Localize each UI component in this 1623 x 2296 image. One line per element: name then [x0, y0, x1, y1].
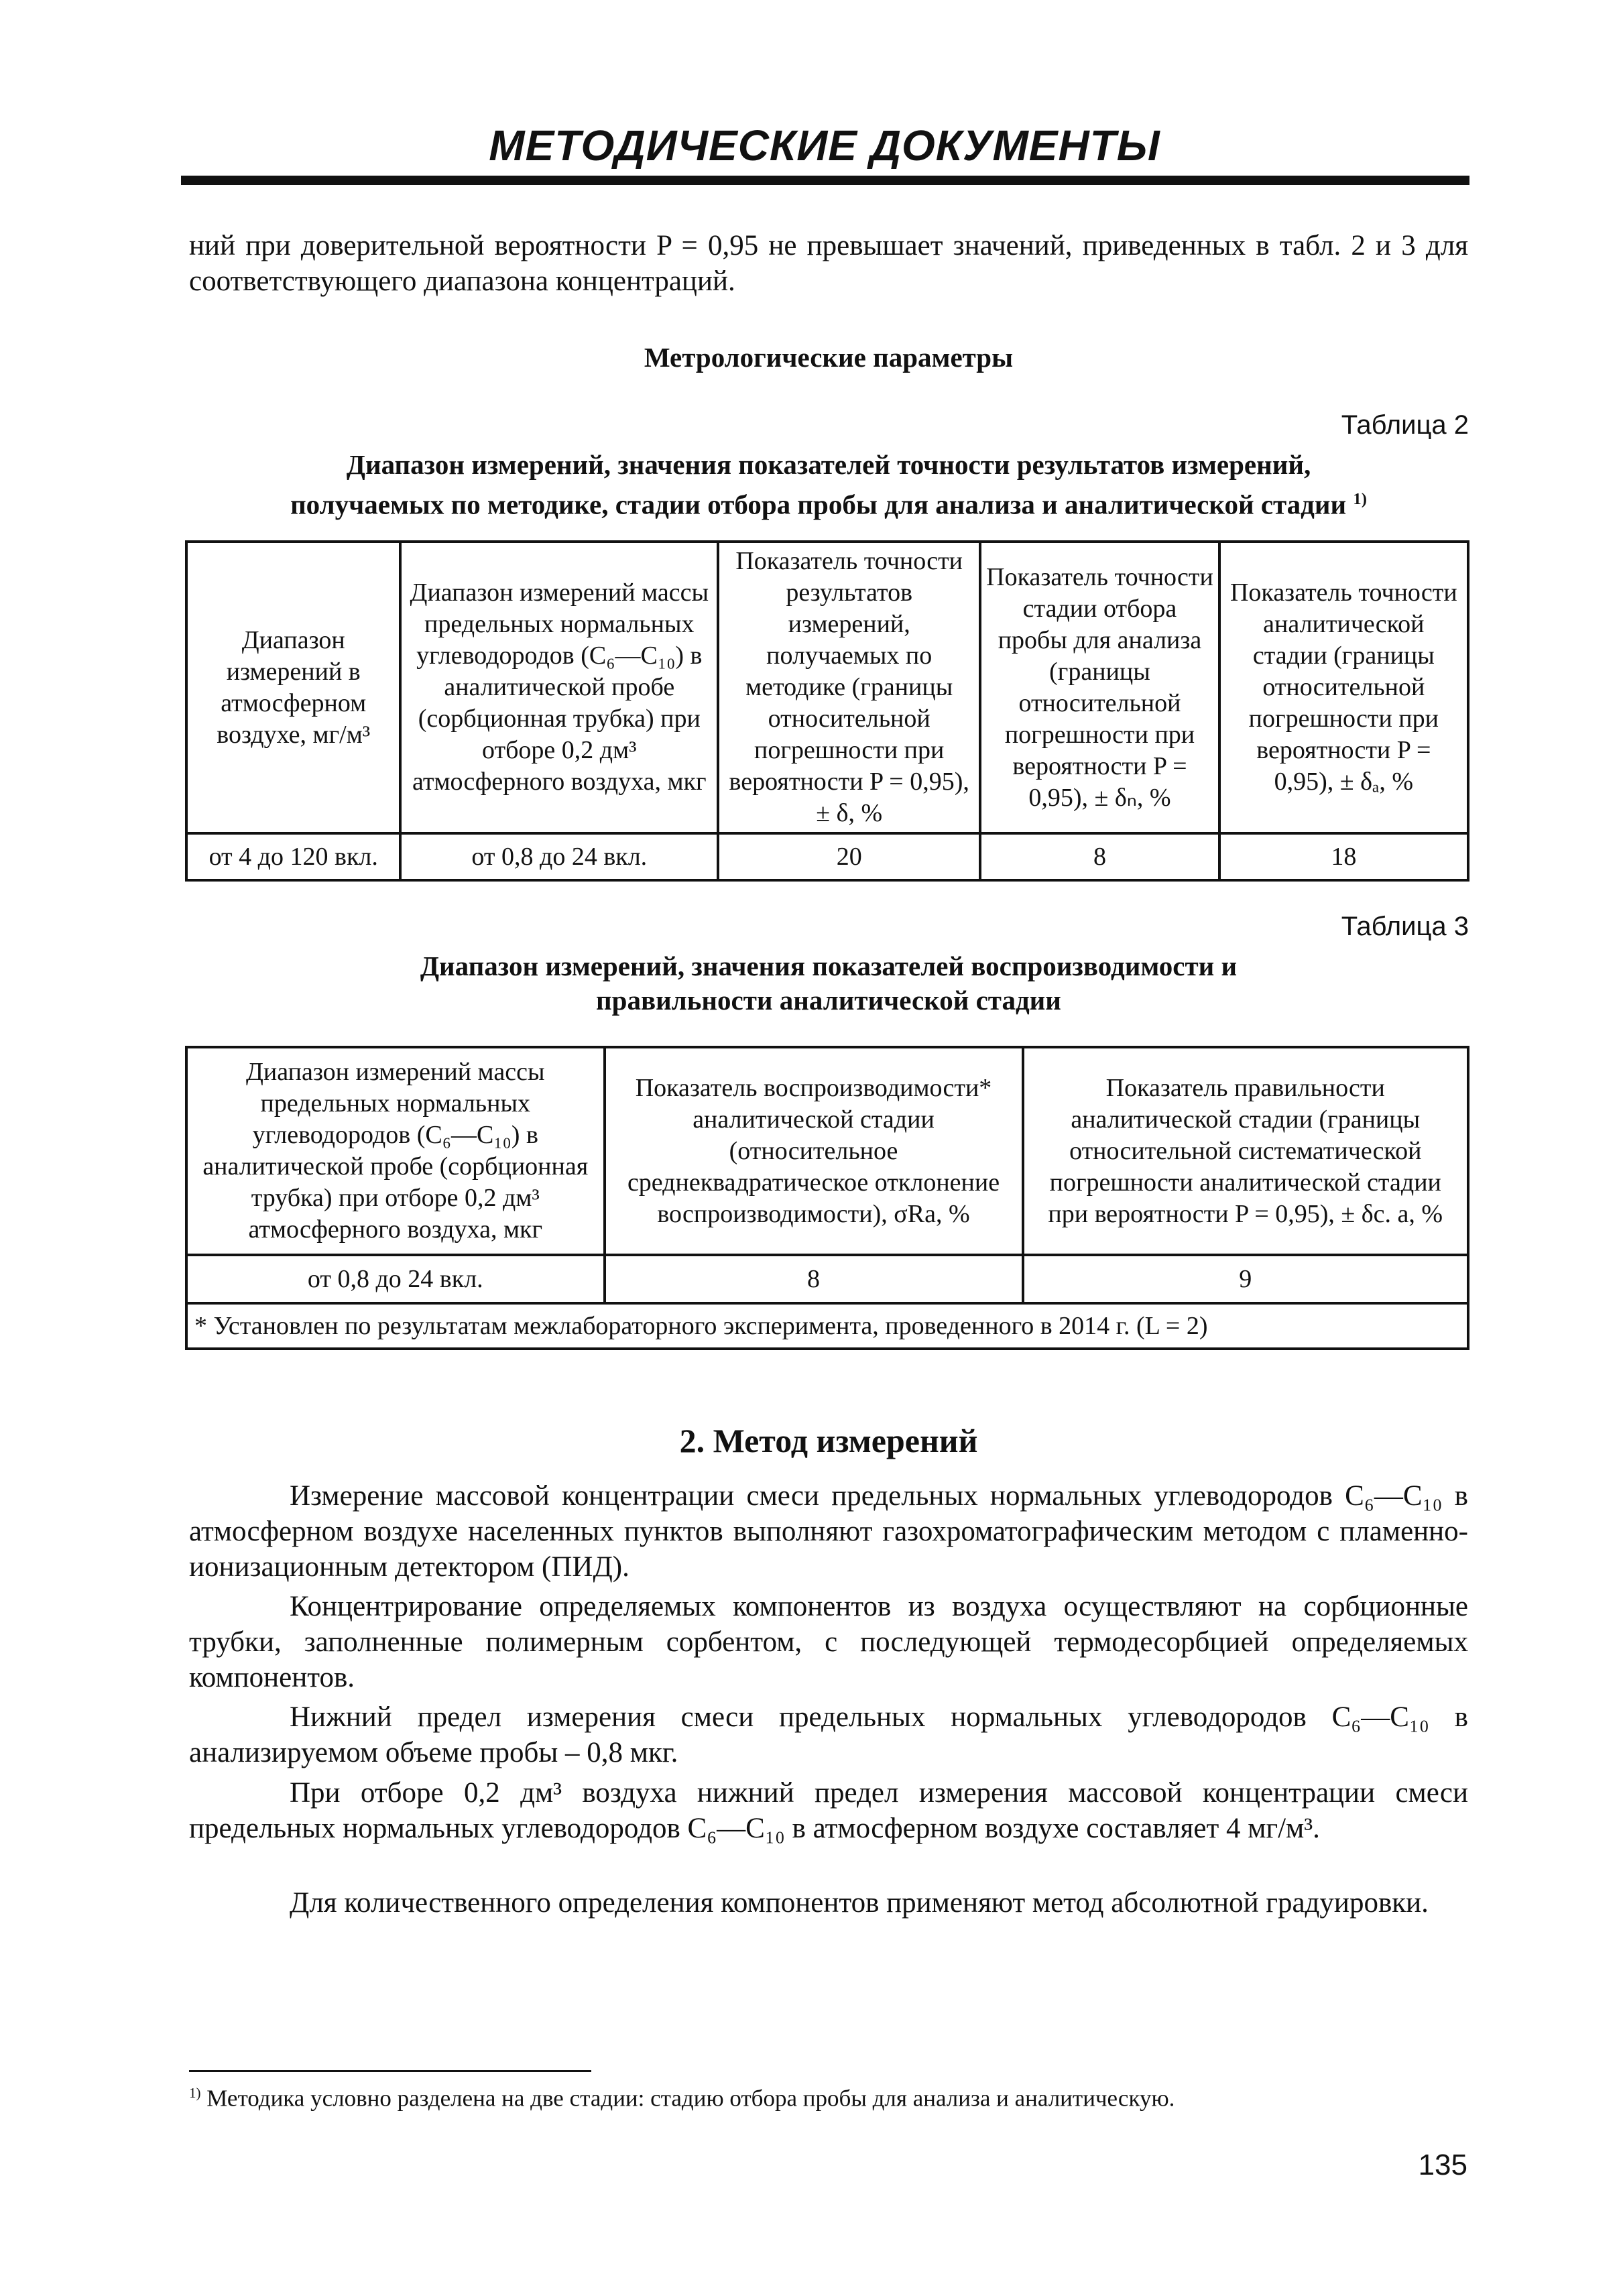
- table2-header-row: [186, 542, 1468, 833]
- table2-cell: 18: [1219, 833, 1468, 880]
- table3-cell: от 0,8 до 24 вкл.: [186, 1255, 605, 1303]
- intro-paragraph: ний при доверительной вероятности P = 0,95 не превышает значений, приведенных в табл. 2 и 3 для соответствующего диапазона концентраций.: [189, 230, 1468, 297]
- table2-caption-line1: Диапазон измерений, значения показателей точности результатов измерений,: [346, 449, 1311, 480]
- footnote-rule: [189, 2070, 591, 2072]
- table3-caption-line1: Диапазон измерений, значения показателей воспроизводимости и: [420, 951, 1238, 981]
- table2-header-cell: Показатель точности результатов измерений, получаемых по методике (границы относительной погрешности при вероятности P = 0,95), ± δ, %: [718, 542, 980, 833]
- footnote: [189, 2085, 1468, 2112]
- section-title: 2. Метод измерений: [679, 1422, 978, 1459]
- header-rule: [181, 176, 1469, 185]
- table3-note-row: [186, 1303, 1468, 1349]
- section-paragraph-2: Концентрирование определяемых компонентов из воздуха осуществляют на сорбционные трубки, заполненные полимерным сорбентом, с последующей термодесорбцией определяемых компонентов.: [189, 1591, 1468, 1693]
- metrology-heading: Метрологические параметры: [644, 342, 1014, 373]
- table2: [185, 540, 1469, 882]
- table2-caption: [189, 448, 1468, 522]
- footnote-text: Методика условно разделена на две стадии: стадию отбора пробы для анализа и аналитическую.: [206, 2085, 1175, 2112]
- table2-cell: 8: [980, 833, 1219, 880]
- table3-caption-line2: правильности аналитической стадии: [596, 985, 1061, 1016]
- table3: [185, 1046, 1469, 1350]
- table3-label: Таблица 3: [1341, 912, 1469, 941]
- page-number: 135: [1418, 2149, 1467, 2181]
- table3-header-cell: Показатель воспроизводимости* аналитической стадии (относительное среднеквадратическое отклонение воспроизводимости), σRa, %: [605, 1047, 1023, 1255]
- table3-note: * Установлен по результатам межлабораторного эксперимента, проведенного в 2014 г. (L = 2): [186, 1303, 1468, 1349]
- table2-header-cell: Диапазон измерений массы предельных нормальных углеводородов (C₆—C₁₀) в аналитической пробе (сорбционная трубка) при отборе 0,2 дм³ атмосферного воздуха, мкг: [400, 542, 718, 833]
- table3-data-row: [186, 1255, 1468, 1303]
- table2-data-row: [186, 833, 1468, 880]
- table2-header-cell: Показатель точности аналитической стадии (границы относительной погрешности при вероятности P = 0,95), ± δₐ, %: [1219, 542, 1468, 833]
- table2-caption-line2: получаемых по методике, стадии отбора пробы для анализа и аналитической стадии: [290, 489, 1347, 520]
- section-paragraph-5: Для количественного определения компонентов применяют метод абсолютной градуировки.: [290, 1887, 1429, 1919]
- table3-cell: 9: [1023, 1255, 1469, 1303]
- table3-header-cell: Диапазон измерений массы предельных нормальных углеводородов (C₆—C₁₀) в аналитической пробе (сорбционная трубка) при отборе 0,2 дм³ атмосферного воздуха, мкг: [186, 1047, 605, 1255]
- table2-caption-footnote-mark: 1): [1353, 490, 1367, 508]
- table3-header-cell: Показатель правильности аналитической стадии (границы относительной систематической погрешности аналитической стадии при вероятности P = 0,95), ± δс. а, %: [1023, 1047, 1469, 1255]
- section-paragraph-1: Измерение массовой концентрации смеси предельных нормальных углеводородов C₆—C₁₀ в атмосферном воздухе населенных пунктов выполняют газохроматографическим методом с пламенно-ионизационным детектором (ПИД).: [189, 1480, 1468, 1583]
- section-paragraph-3: Нижний предел измерения смеси предельных нормальных углеводородов C₆—C₁₀ в анализируемом объеме пробы – 0,8 мкг.: [189, 1701, 1468, 1768]
- table2-cell: 20: [718, 833, 980, 880]
- footnote-mark: 1): [189, 2085, 201, 2101]
- table2-header-cell: Показатель точности стадии отбора пробы для анализа (границы относительной погрешности при вероятности P = 0,95), ± δₙ, %: [980, 542, 1219, 833]
- section-paragraph-4: При отборе 0,2 дм³ воздуха нижний предел измерения массовой концентрации смеси предельных нормальных углеводородов C₆—C₁₀ в атмосферном воздухе составляет 4 мг/м³.: [189, 1777, 1468, 1844]
- table2-header-cell: Диапазон измерений в атмосферном воздухе, мг/м³: [186, 542, 400, 833]
- table3-caption: [189, 949, 1468, 1018]
- table3-cell: 8: [605, 1255, 1023, 1303]
- running-header-title: МЕТОДИЧЕСКИЕ ДОКУМЕНТЫ: [489, 121, 1160, 170]
- table2-cell: от 4 до 120 вкл.: [186, 833, 400, 880]
- table2-cell: от 0,8 до 24 вкл.: [400, 833, 718, 880]
- table2-label: Таблица 2: [1341, 410, 1469, 440]
- table3-header-row: [186, 1047, 1468, 1255]
